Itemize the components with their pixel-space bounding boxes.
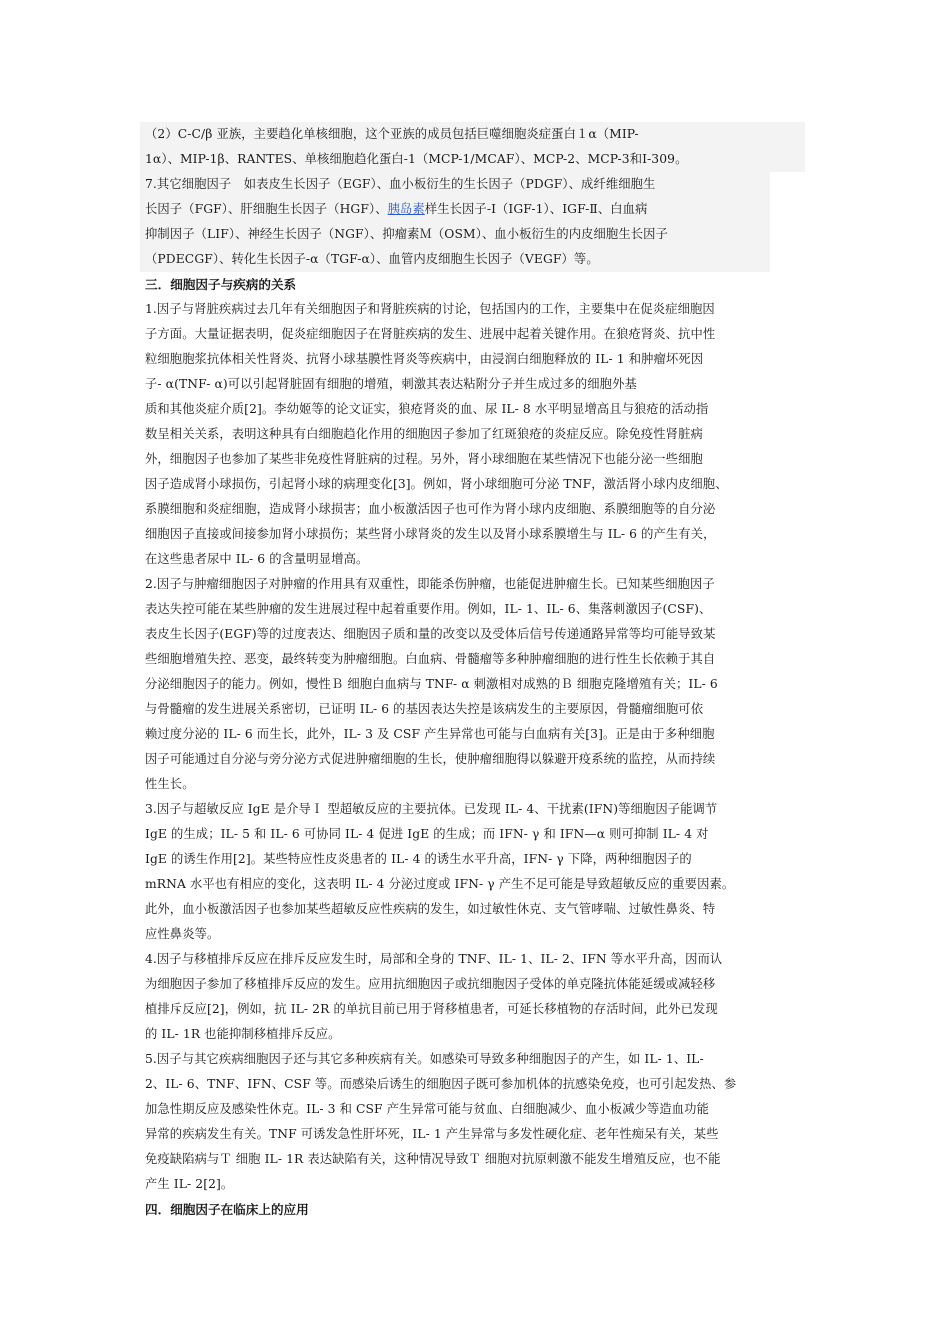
text-line: 加急性期反应及感染性休克。IL- 3 和 CSF 产生异常可能与贫血、白细胞减少、血小板减少等造血功能 — [145, 1102, 709, 1116]
text-line: 此外，血小板激活因子也参加某些超敏反应性疾病的发生，如过敏性休克、支气管哮喘、过敏性鼻炎、特 — [145, 902, 716, 916]
text-line: 质和其他炎症介质[2]。李幼姬等的论文证实，狼疮肾炎的血、尿 IL- 8 水平明显增高且与狼疮的活动指 — [145, 402, 709, 416]
text-line: （2）C-C/β 亚族，主要趋化单核细胞，这个亚族的成员包括巨噬细胞炎症蛋白１α（MIP- — [145, 127, 639, 141]
text-line: 细胞因子直接或间接参加肾小球损伤；某些肾小球肾炎的发生以及肾小球系膜增生与 IL- 6 的产生有关， — [145, 527, 716, 541]
text-line: 3.因子与超敏反应 IgE 是介导Ｉ 型超敏反应的主要抗体。已发现 IL- 4、干扰素(IFN)等细胞因子能调节 — [145, 802, 718, 816]
text-span: 长因子（FGF）、肝细胞生长因子（HGF）、 — [145, 202, 388, 216]
text-line: 系膜细胞和炎症细胞，造成肾小球损害；血小板激活因子也可作为肾小球内皮细胞、系膜细胞等的自分泌 — [145, 502, 716, 516]
text-line: 4.因子与移植排斥反应在排斥反应发生时，局部和全身的 TNF、IL- 1、IL- 2、IFN 等水平升高，因而认 — [145, 952, 723, 966]
other-cytokines-paragraph — [145, 172, 825, 272]
text-line: 因子可能通过自分泌与旁分泌方式促进肿瘤细胞的生长，使肿瘤细胞得以躲避开疫系统的监控，从而持续 — [145, 752, 716, 766]
text-line: 表皮生长因子(EGF)等的过度表达、细胞因子质和量的改变以及受体后信号传递通路异常等均可能导致某 — [145, 627, 716, 641]
cc-subfamily-paragraph — [145, 122, 825, 172]
text-line: 1α）、MIP-1β、RANTES、单核细胞趋化蛋白-1（MCP-1/MCAF）、MCP-2、MCP-3和I-309。 — [145, 152, 688, 166]
text-line: 应性鼻炎等。 — [145, 927, 220, 941]
disease-relations-body — [145, 297, 825, 1197]
text-line: 异常的疾病发生有关。TNF 可诱发急性肝坏死，IL- 1 产生异常与多发性硬化症、老年性痴呆有关，某些 — [145, 1127, 719, 1141]
text-span: 样生长因子-I（IGF-1）、IGF-Ⅱ、白血病 — [424, 202, 648, 216]
text-line: （PDECGF）、转化生长因子-α（TGF-α）、血管内皮细胞生长因子（VEGF）等。 — [145, 252, 599, 266]
document-body — [145, 122, 825, 1222]
text-line: 些细胞增殖失控、恶变，最终转变为肿瘤细胞。白血病、骨髓瘤等多种肿瘤细胞的进行性生长依赖于其自 — [145, 652, 716, 666]
text-line: 的 IL- 1R 也能抑制移植排斥反应。 — [145, 1027, 341, 1041]
section-heading-3: 三．细胞因子与疾病的关系 — [145, 277, 297, 292]
text-line: 7.其它细胞因子 如表皮生长因子（EGF）、血小板衍生的生长因子（PDGF）、成纤维细胞生 — [145, 177, 656, 191]
text-line: 植排斥反应[2]，例如，抗 IL- 2R 的单抗目前已用于肾移植患者，可延长移植物的存活时间，此外已发现 — [145, 1002, 718, 1016]
text-line: IgE 的生成；IL- 5 和 IL- 6 可协同 IL- 4 促进 IgE 的生成；而 IFN- γ 和 IFN—α 则可抑制 IL- 4 对 — [145, 827, 709, 841]
text-line — [145, 197, 825, 222]
text-line: 子方面。大量证据表明，促炎症细胞因子在肾脏疾病的发生、进展中起着关键作用。在狼疮肾炎、抗中性 — [145, 327, 716, 341]
text-line: 性生长。 — [145, 777, 195, 791]
text-line: IgE 的诱生作用[2]。某些特应性皮炎患者的 IL- 4 的诱生水平升高，IFN- γ 下降，两种细胞因子的 — [145, 852, 692, 866]
insulin-link[interactable]: 胰岛素 — [387, 202, 425, 216]
text-line: 外，细胞因子也参加了某些非免疫性肾脏病的过程。另外，肾小球细胞在某些情况下也能分泌一些细胞 — [145, 452, 703, 466]
text-line: 5.因子与其它疾病细胞因子还与其它多种疾病有关。如感染可导致多种细胞因子的产生，如 IL- 1、IL- — [145, 1052, 704, 1066]
text-line: 与骨髓瘤的发生进展关系密切，已证明 IL- 6 的基因表达失控是该病发生的主要原因，骨髓瘤细胞可依 — [145, 702, 704, 716]
text-line: 表达失控可能在某些肿瘤的发生进展过程中起着重要作用。例如，IL- 1、IL- 6、集落刺激因子(CSF)、 — [145, 602, 712, 616]
text-line: 分泌细胞因子的能力。例如，慢性Ｂ 细胞白血病与 TNF- α 刺激相对成熟的Ｂ 细胞克隆增殖有关；IL- 6 — [145, 677, 718, 691]
text-line: 数呈相关关系，表明这种具有白细胞趋化作用的细胞因子参加了红斑狼疮的炎症反应。除免疫性肾脏病 — [145, 427, 703, 441]
text-line: 粒细胞胞浆抗体相关性肾炎、抗肾小球基膜性肾炎等疾病中，由浸润白细胞释放的 IL- 1 和肿瘤坏死因 — [145, 352, 704, 366]
text-line: 因子造成肾小球损伤，引起肾小球的病理变化[3]。例如，肾小球细胞可分泌 TNF，激活肾小球内皮细胞、 — [145, 477, 728, 491]
text-line: mRNA 水平也有相应的变化，这表明 IL- 4 分泌过度或 IFN- γ 产生不足可能是导致超敏反应的重要因素。 — [145, 877, 735, 891]
text-line: 1.因子与肾脏疾病过去几年有关细胞因子和肾脏疾病的讨论，包括国内的工作，主要集中在促炎症细胞因 — [145, 302, 715, 316]
section-heading-4: 四．细胞因子在临床上的应用 — [145, 1202, 309, 1217]
text-line: 在这些患者尿中 IL- 6 的含量明显增高。 — [145, 552, 369, 566]
text-line: 为细胞因子参加了移植排斥反应的发生。应用抗细胞因子或抗细胞因子受体的单克隆抗体能延缓或减轻移 — [145, 977, 716, 991]
text-line: 免疫缺陷病与Ｔ 细胞 IL- 1R 表达缺陷有关，这种情况导致Ｔ 细胞对抗原刺激不能发生增殖反应，也不能 — [145, 1152, 721, 1166]
text-line: 产生 IL- 2[2]。 — [145, 1177, 234, 1191]
text-line: 抑制因子（LIF）、神经生长因子（NGF）、抑瘤素Ｍ（OSM）、血小板衍生的内皮细胞生长因子 — [145, 227, 668, 241]
text-line: 子- α(TNF- α)可以引起肾脏固有细胞的增殖，刺激其表达粘附分子并生成过多的细胞外基 — [145, 377, 637, 391]
text-line: 2.因子与肿瘤细胞因子对肿瘤的作用具有双重性，即能杀伤肿瘤，也能促进肿瘤生长。已知某些细胞因子 — [145, 577, 715, 591]
text-line: 2、IL- 6、TNF、IFN、CSF 等。而感染后诱生的细胞因子既可参加机体的抗感染免疫，也可引起发热、参 — [145, 1077, 737, 1091]
text-line: 赖过度分泌的 IL- 6 而生长，此外，IL- 3 及 CSF 产生异常也可能与白血病有关[3]。正是由于多种细胞 — [145, 727, 715, 741]
